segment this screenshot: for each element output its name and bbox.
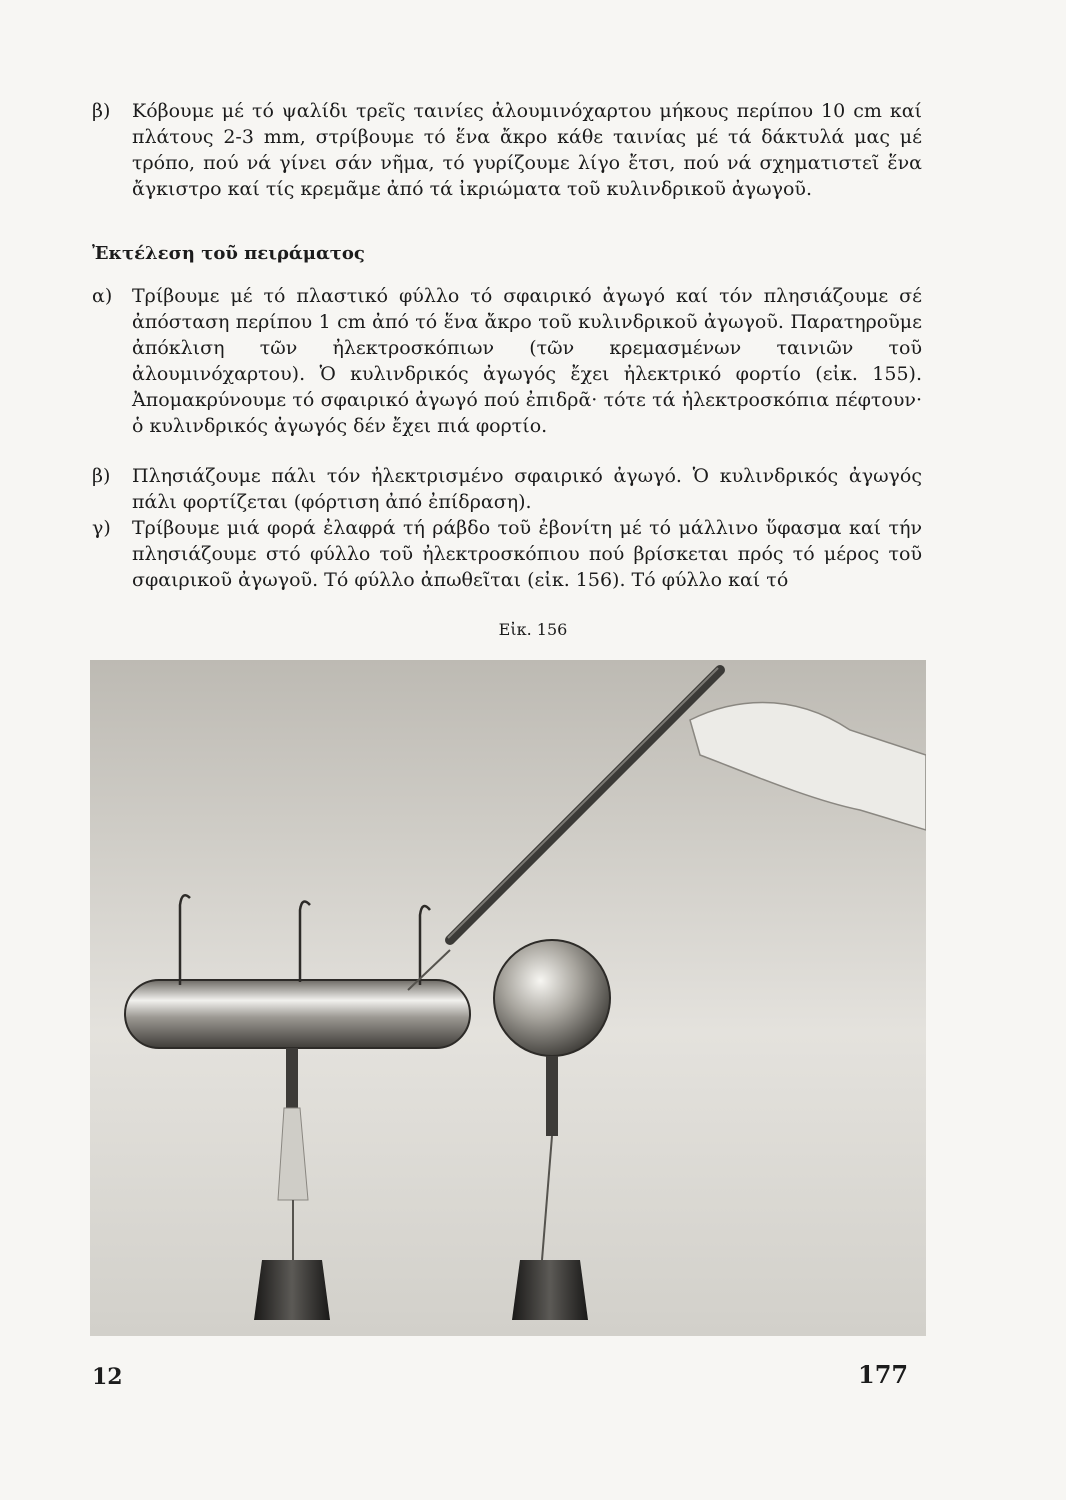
stand-base-right (512, 1260, 588, 1320)
item-label: γ) (92, 517, 111, 539)
cylinder-conductor (125, 980, 470, 1048)
footer-left-number: 12 (92, 1364, 123, 1390)
paragraph-text: Κόβουμε μέ τό ψαλίδι τρεῖς ταινίες ἀλουμινόχαρτου μήκους περίπου 10 cm καί πλάτους 2-3 mm, στρίβουμε τό ἕνα ἄκρο κάθε ταινίας μέ τά δάκτυλά μας μέ τρόπο, πού νά γίνει σάν νῆμα, τό γυρίζουμε λίγο ἔτσι, πού νά σχηματιστεῖ ἕνα ἄγκιστρο καί τίς κρεμᾶμε ἀπό τά ἰκριώματα τοῦ κυλινδρικοῦ ἀγωγοῦ. (132, 100, 922, 200)
paragraph-beta-1 (92, 98, 922, 202)
paragraph-alpha (92, 283, 922, 439)
electroscope-photo-icon (90, 660, 926, 1336)
item-label: β) (92, 100, 111, 122)
item-label: α) (92, 285, 113, 307)
paragraph-text: Πλησιάζουμε πάλι τόν ἠλεκτρισμένο σφαιρικό ἀγωγό. Ὁ κυλινδρικός ἀγωγός πάλι φορτίζεται (φόρτιση ἀπό ἐπίδραση). (132, 465, 922, 513)
sphere-conductor (494, 940, 610, 1056)
stand-base-left (254, 1260, 330, 1320)
item-label: β) (92, 465, 111, 487)
paragraph-text: Τρίβουμε μιά φορά ἐλαφρά τή ράβδο τοῦ ἐβονίτη μέ τό μάλλινο ὕφασμα καί τήν πλησιάζουμε στό φύλλο τοῦ ἠλεκτροσκόπιου πού βρίσκεται πρός τό μέρος τοῦ σφαιρικοῦ ἀγωγοῦ. Τό φύλλο ἀπωθεῖται (εἰκ. 156). Τό φύλλο καί τό (132, 517, 922, 591)
figure-caption: Εἰκ. 156 (498, 620, 568, 639)
paragraph-gamma (92, 515, 922, 593)
paragraph-beta-2 (92, 463, 922, 515)
page-number: 177 (858, 1360, 909, 1389)
paragraph-text: Τρίβουμε μέ τό πλαστικό φύλλο τό σφαιρικό ἀγωγό καί τόν πλησιάζουμε σέ ἀπόσταση περίπου 1 cm ἀπό τό ἕνα ἄκρο τοῦ κυλινδρικοῦ ἀγωγοῦ. Παρατηροῦμε ἀπόκλιση τῶν ἠλεκτροσκόπιων (τῶν κρεμασμένων ταινιῶν τοῦ ἀλουμινόχαρτου). Ὁ κυλινδρικός ἀγωγός ἔχει ἠλεκτρικό φορτίο (εἰκ. 155). Ἀπομακρύνουμε τό σφαιρικό ἀγωγό πού ἐπιδρᾶ· τότε τά ἠλεκτροσκόπια πέφτουν· ὁ κυλινδρικός ἀγωγός δέν ἔχει πιά φορτίο. (132, 285, 922, 437)
section-heading: Ἐκτέλεση τοῦ πειράματος (92, 243, 365, 264)
